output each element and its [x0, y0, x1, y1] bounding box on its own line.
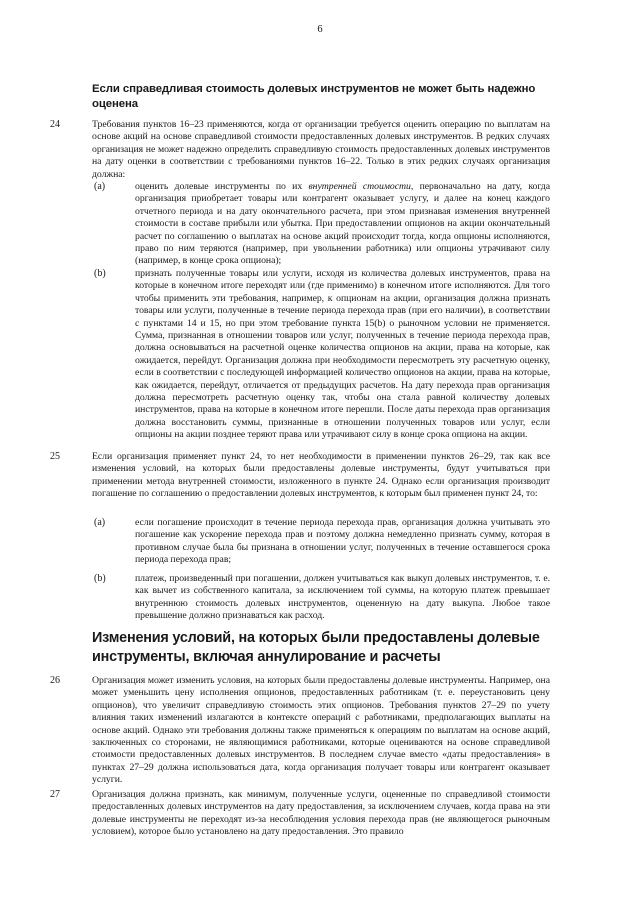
paragraph-number-24: 24 — [50, 119, 60, 130]
item-24a-part2: , первоначально на дату, когда организация приобретает товары или контрагент оказывает услугу, и далее на конец каждого отчетного периода и на дату окончательного расчета, при этом признавая изменения внутренней стоимости в составе прибыли или убытка. При предоставлении опционов на акции окончательный расчет по соглашению о выплатах на основе акций происходит тогда, когда опционы исполняются, право по ним теряются (например, при увольнении работника) или опционы утрачивают силу (например, в конце срока опциона); — [135, 181, 550, 267]
item-24a-part1: оценить долевые инструменты по их — [135, 181, 309, 192]
section-heading-modifications: Изменения условий, на которых были предоставлены долевые инструменты, включая аннулирование и расчеты — [92, 630, 540, 665]
paragraph-25-text: Если организация применяет пункт 24, то нет необходимости в применении пунктов 26–29, так как все изменения условий, на которых были предоставлены долевые инструменты, будут учитываться при применении метода внутренней стоимости, изложенного в пункте 24. Однако если организация производит погашение по соглашению о предоставлении долевых инструментов, к которым был применен пункт 24, то: — [92, 451, 550, 500]
paragraph-24-text: Требования пунктов 16–23 применяются, когда от организации требуется оценить операцию по выплатам на основе акций на основе справедливой стоимости предоставленных долевых инструментов. В редких случаях организация не может надежно определить справедливую стоимость предоставленных долевых инструментов на дату оценки в соответствии с требованиями пунктов 16–22. Только в этих редких случаях организация должна: — [92, 119, 550, 180]
paragraph-number-27: 27 — [50, 789, 60, 800]
item-label-25b: (b) — [94, 573, 106, 584]
item-label-24a: (a) — [94, 181, 106, 192]
paragraph-27-text: Организация должна признать, как минимум, полученные услуги, оцененные по справедливой стоимости предоставленных долевых инструментов на дату предоставления, за исключением случаев, когда права на эти долевые инструменты не переходят из-за несоблюдения условия перехода прав (не являющегося рыночным условием), которое было установлено на дату предоставления. Это правило — [92, 789, 550, 838]
item-24a-text — [135, 181, 550, 268]
section-heading-fair-value: Если справедливая стоимость долевых инструментов не может быть надежно оценена — [92, 83, 536, 110]
item-25b-text: платеж, произведенный при погашении, должен учитываться как выкуп долевых инструментов, т. е. как вычет из собственного капитала, за исключением той суммы, на которую платеж превышает внутреннюю стоимость долевых инструментов, оцененную на дату выкупа. Любое такое превышение должно признаваться как расход. — [135, 573, 550, 622]
item-label-25a: (a) — [94, 517, 106, 528]
paragraph-number-26: 26 — [50, 675, 60, 686]
page-number: 6 — [317, 24, 323, 35]
paragraph-number-25: 25 — [50, 451, 60, 462]
item-24a-italic-term: внутренней стоимости — [308, 181, 411, 192]
item-25a-text: если погашение происходит в течение периода перехода прав, организация должна учитывать это погашение как ускорение перехода прав и поэтому должна немедленно признать сумму, которая в противном случае была бы признана в отношении услуг, полученных в течение оставшегося срока периода перехода прав; — [135, 517, 550, 566]
paragraph-26-text: Организация может изменить условия, на которых были предоставлены долевые инструменты. Например, она может уменьшить цену исполнения опционов, предоставленных работникам (т. е. переустановить цену опционов), что увеличит справедливую стоимость этих опционов. Требования пунктов 27–29 по учету влияния таких изменений излагаются в контексте операций с работниками, предполагающих выплаты на основе акций. Однако эти требования должны также применяться к операциям по выплатам на основе акций, заключенных со сторонами, не являющимися работниками, которые оцениваются на основе справедливой стоимости предоставленных долевых инструментов. В последнем случае вместо «даты предоставления» в пунктах 27–29 должна использоваться дата, когда организация получает товары или контрагент оказывает услуги. — [92, 675, 550, 786]
item-label-24b: (b) — [94, 268, 106, 279]
item-24b-text: признать полученные товары или услуги, исходя из количества долевых инструментов, права на которые в конечном итоге переходят или (где применимо) в конечном итоге исполняются. Для того чтобы применить эти требования, например, к опционам на акции, организация должна признать товары или услуги, полученные в течение периода перехода прав (при его наличии), в соответствии с пунктами 14 и 15, но при этом требование пункта 15(b) о рыночном условии не применяется. Сумма, признанная в отношении товаров или услуг, полученных в течение периода перехода прав, должна основываться на расчетной оценке количества опционов на акции, права на которые, как ожидается, перейдут. Организация должна при необходимости пересмотреть эту расчетную оценку, если в соответствии с последующей информацией количество опционов на акции, права на которые, как ожидается, перейдут, отличается от предыдущих расчетов. На дату перехода прав организация должна пересмотреть расчетную оценку так, чтобы она стала равной количеству долевых инструментов, права на которые в конечном итоге перешли. После даты перехода прав организация должна восстановить суммы, признанные в отношении полученных товаров или услуг, если опционы на акции позднее теряют права или утрачивают силу в конце срока опциона на акции. — [135, 268, 550, 441]
